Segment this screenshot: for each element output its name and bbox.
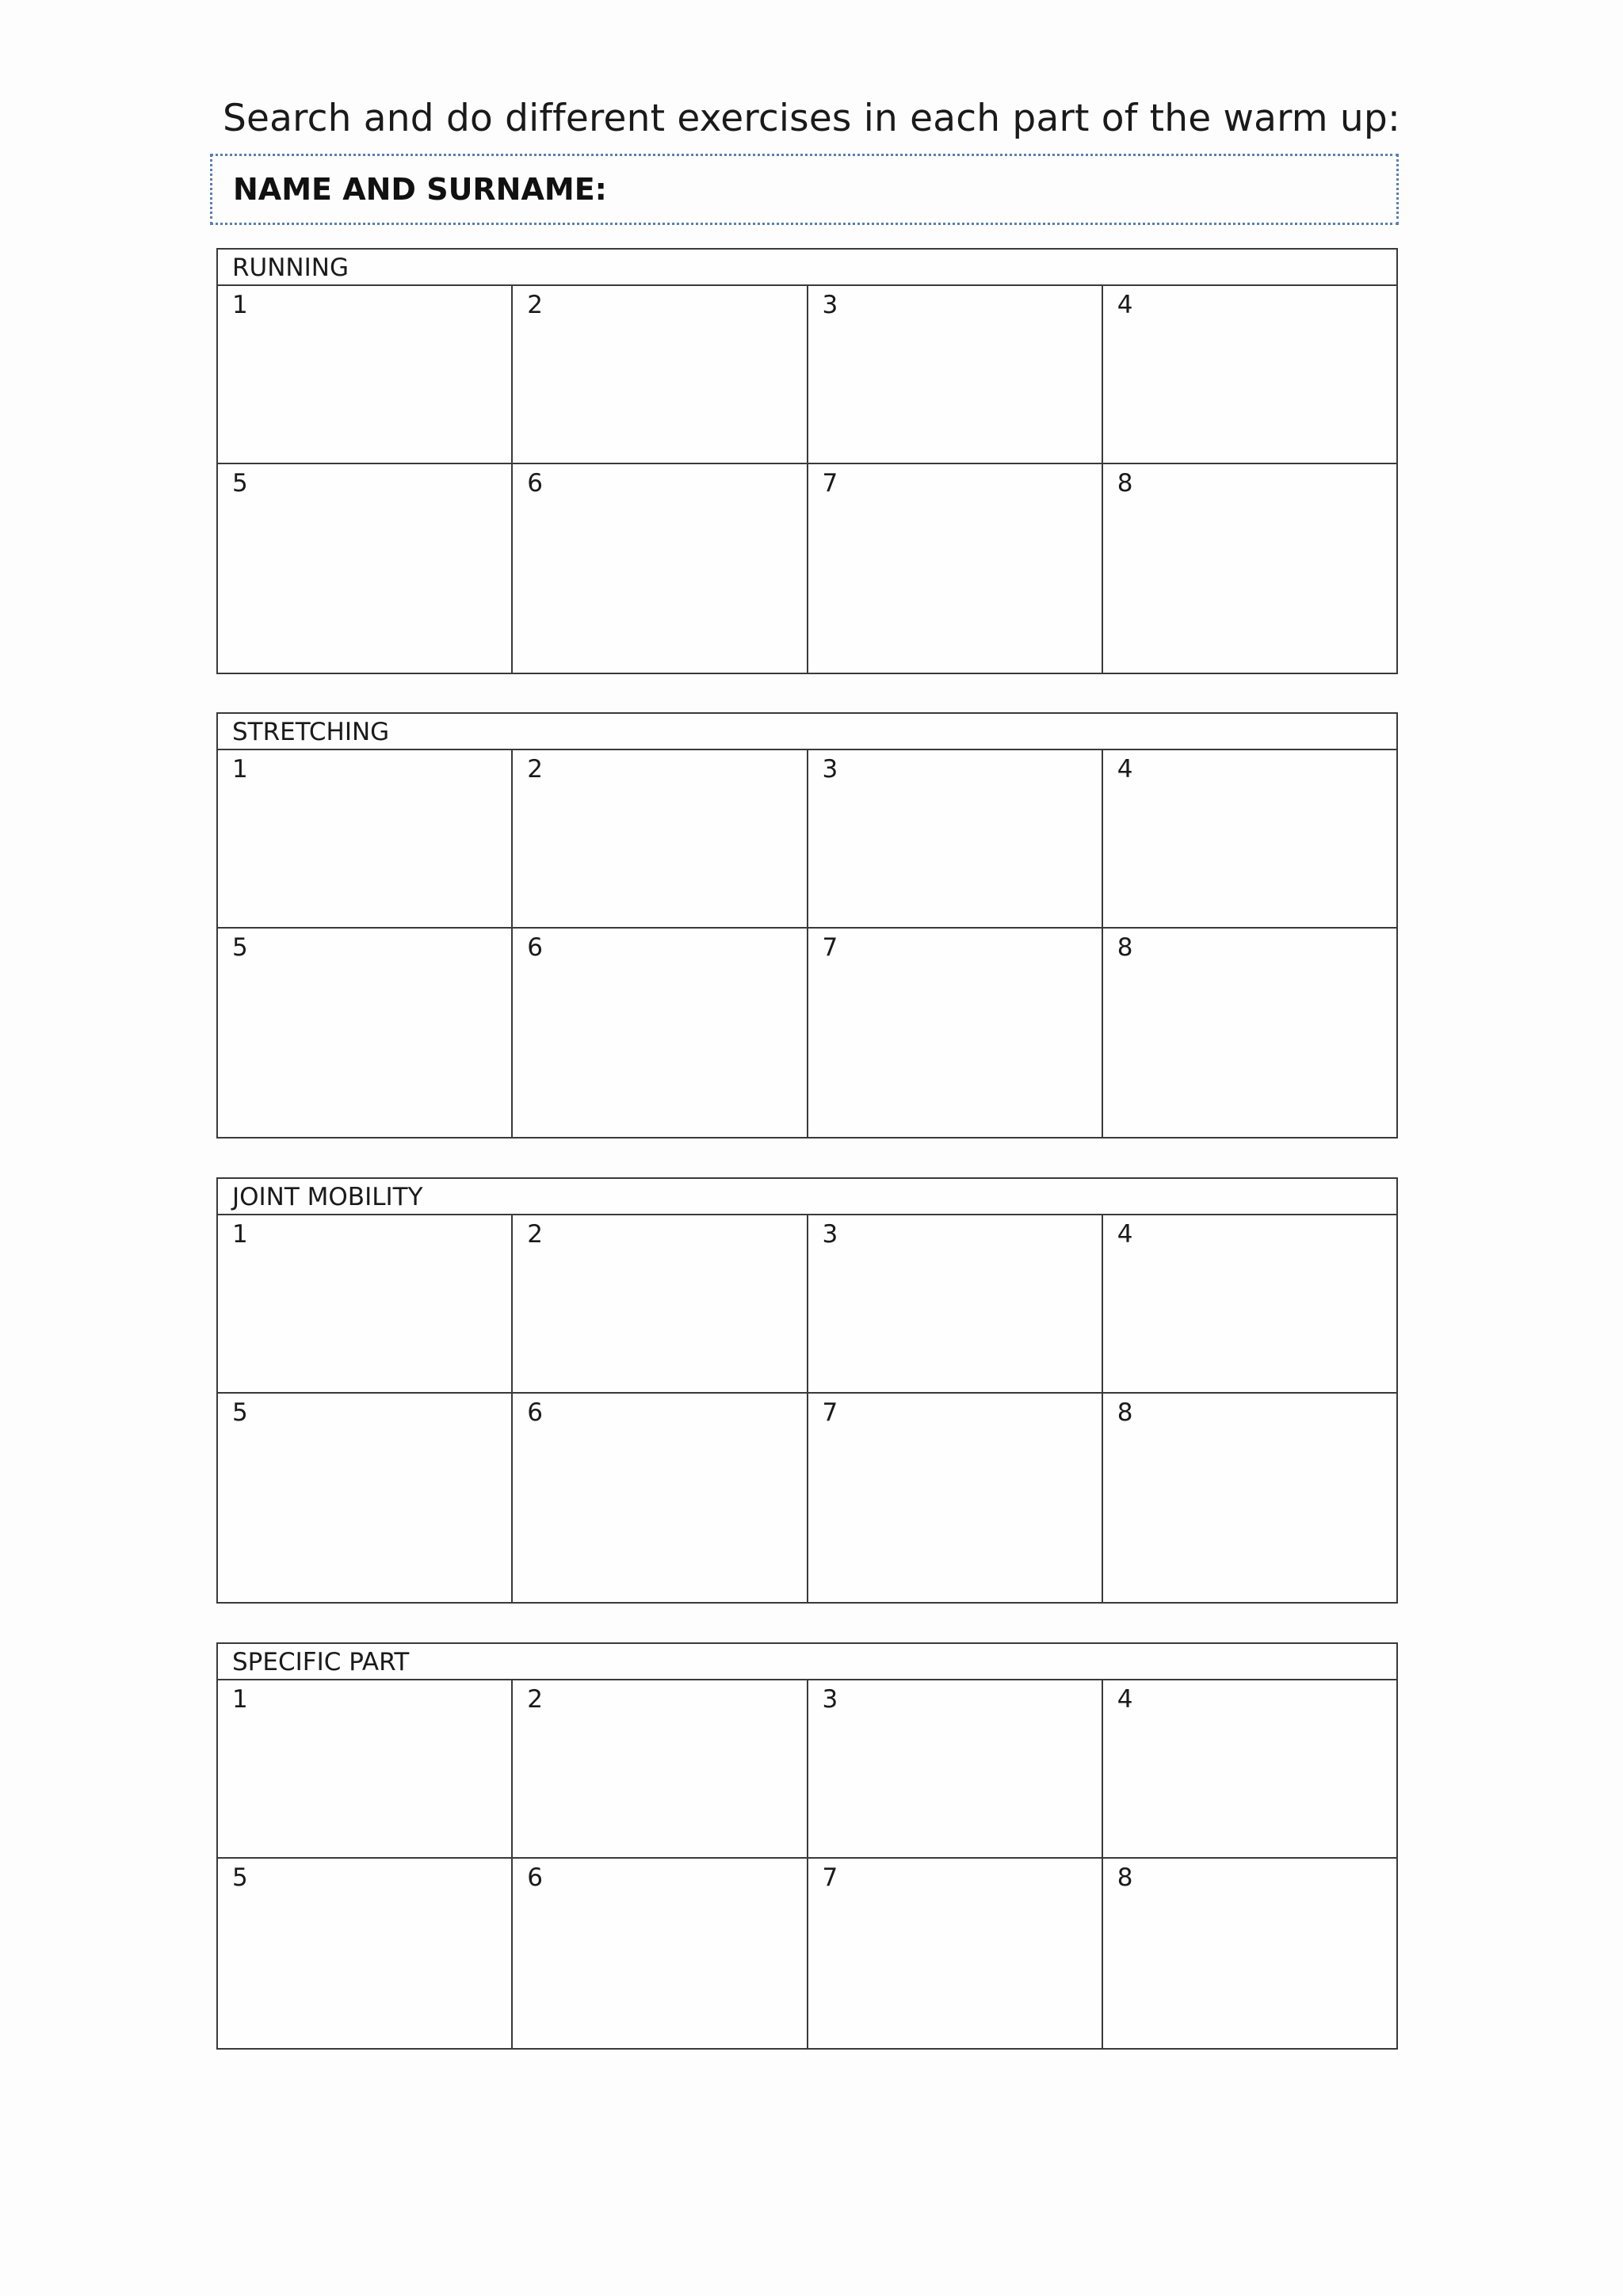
joint-mobility-table: [216, 1177, 1398, 1604]
exercise-cell[interactable]: 3: [808, 750, 1103, 927]
exercise-cell[interactable]: 4: [1117, 1220, 1133, 1249]
name-field[interactable]: [210, 154, 1399, 225]
exercise-cell[interactable]: 1: [218, 1215, 513, 1392]
exercise-cell[interactable]: 5: [218, 464, 513, 673]
exercise-cell[interactable]: 3: [808, 286, 1103, 463]
name-label: NAME AND SURNAME:: [233, 172, 607, 207]
section-header-joint-mobility: JOINT MOBILITY: [218, 1179, 1396, 1215]
exercise-cell[interactable]: 4: [1117, 755, 1133, 784]
exercise-cell[interactable]: 4: [1117, 1685, 1133, 1714]
exercise-cell[interactable]: 5: [218, 1394, 513, 1602]
exercise-cell[interactable]: 1: [218, 1680, 513, 1857]
exercise-cell[interactable]: 7: [808, 1394, 1103, 1602]
exercise-cell[interactable]: 7: [808, 929, 1103, 1137]
exercise-cell[interactable]: 7: [808, 464, 1103, 673]
exercise-cell[interactable]: 1: [218, 286, 513, 463]
exercise-cell[interactable]: 1: [218, 750, 513, 927]
stretching-table: [216, 712, 1398, 1138]
running-table: [216, 248, 1398, 674]
exercise-cell[interactable]: 8: [1117, 933, 1133, 962]
exercise-cell[interactable]: 3: [808, 1215, 1103, 1392]
exercise-cell[interactable]: 8: [1117, 469, 1133, 498]
section-header-running: RUNNING: [218, 250, 1396, 286]
exercise-cell[interactable]: 8: [1117, 1863, 1133, 1892]
exercise-cell[interactable]: 6: [513, 1859, 808, 2048]
exercise-cell[interactable]: 4: [1117, 291, 1133, 319]
exercise-cell[interactable]: 8: [1117, 1398, 1133, 1427]
worksheet-title: Search and do different exercises in each part of the warm up:: [223, 97, 1400, 140]
exercise-cell[interactable]: 2: [513, 1680, 808, 1857]
exercise-cell[interactable]: 7: [808, 1859, 1103, 2048]
exercise-cell[interactable]: 2: [513, 1215, 808, 1392]
section-header-specific-part: SPECIFIC PART: [218, 1644, 1396, 1680]
exercise-cell[interactable]: 6: [513, 929, 808, 1137]
specific-part-table: [216, 1642, 1398, 2050]
exercise-cell[interactable]: 2: [513, 286, 808, 463]
exercise-cell[interactable]: 6: [513, 1394, 808, 1602]
exercise-cell[interactable]: 3: [808, 1680, 1103, 1857]
exercise-cell[interactable]: 5: [218, 1859, 513, 2048]
exercise-cell[interactable]: 2: [513, 750, 808, 927]
section-header-stretching: STRETCHING: [218, 714, 1396, 750]
exercise-cell[interactable]: 5: [218, 929, 513, 1137]
exercise-cell[interactable]: 6: [513, 464, 808, 673]
